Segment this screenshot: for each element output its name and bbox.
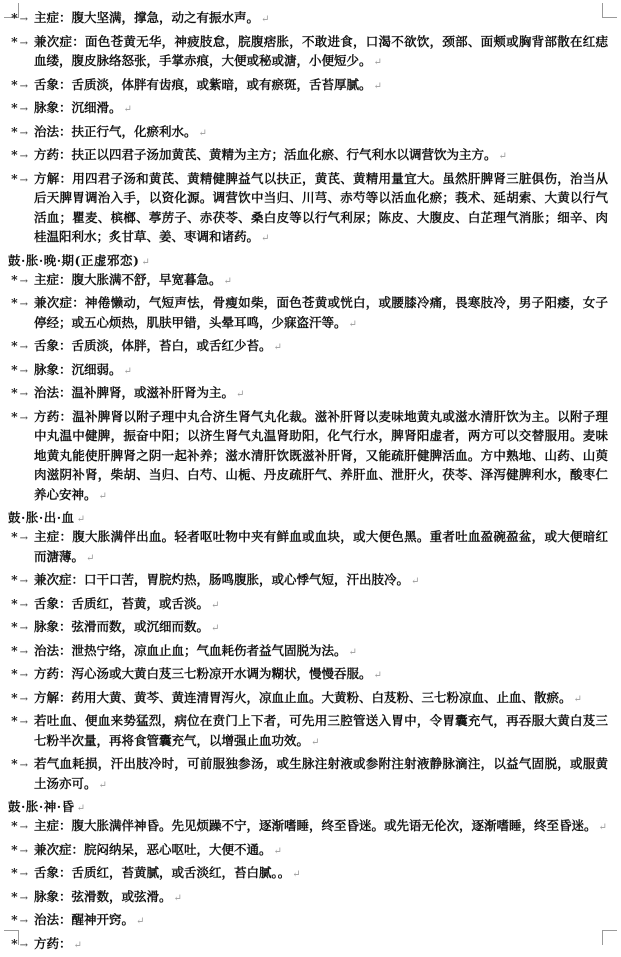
paragraph-mark-icon: ↵ bbox=[236, 389, 245, 400]
list-item bbox=[8, 336, 608, 358]
list-item bbox=[8, 75, 608, 97]
list-item bbox=[8, 594, 608, 616]
list-item bbox=[8, 887, 608, 909]
list-item-content: 舌象：舌质淡，体胖，苔白，或舌红少苔。 bbox=[34, 338, 272, 353]
paragraph-mark-icon: ↵ bbox=[211, 623, 220, 634]
tab-arrow-icon: → bbox=[19, 760, 28, 771]
tab-arrow-icon: → bbox=[19, 693, 28, 705]
list-item bbox=[8, 169, 608, 249]
list-item-text bbox=[34, 145, 608, 167]
bullet-star-icon: * bbox=[11, 572, 18, 587]
list-item-text bbox=[34, 816, 608, 838]
list-item-text bbox=[34, 711, 608, 752]
list-item bbox=[8, 8, 608, 30]
bullet-marker bbox=[8, 270, 34, 292]
bullet-marker bbox=[8, 664, 34, 686]
list-item-text bbox=[34, 270, 608, 292]
bullet-star-icon: * bbox=[11, 619, 18, 634]
paragraph-mark-icon: ↵ bbox=[311, 736, 320, 748]
list-item-text bbox=[34, 664, 608, 686]
paragraph-mark-icon: ↵ bbox=[273, 845, 282, 857]
list-item-content: 方药： bbox=[34, 935, 72, 951]
paragraph-mark-icon: ↵ bbox=[173, 892, 182, 904]
list-item bbox=[8, 754, 608, 795]
bullet-marker bbox=[8, 32, 34, 73]
tab-arrow-icon: → bbox=[19, 670, 28, 681]
list-item-text bbox=[34, 360, 608, 382]
list-item bbox=[8, 816, 608, 838]
list-item bbox=[8, 617, 608, 639]
paragraph-mark-icon: ↵ bbox=[373, 57, 382, 68]
list-item-text bbox=[34, 570, 608, 592]
list-item bbox=[8, 407, 608, 507]
bullet-star-icon: * bbox=[11, 170, 18, 186]
paragraph-mark-icon: ↵ bbox=[411, 576, 420, 587]
bullet-marker bbox=[8, 383, 34, 405]
bullet-marker bbox=[8, 570, 34, 592]
tab-arrow-icon: → bbox=[19, 845, 28, 857]
list-item bbox=[8, 293, 608, 334]
list-item bbox=[8, 527, 608, 568]
tab-arrow-icon: → bbox=[19, 275, 28, 287]
bullet-marker bbox=[8, 75, 34, 97]
tab-arrow-icon: → bbox=[19, 37, 28, 49]
paragraph-mark-icon: ↵ bbox=[198, 127, 207, 139]
tab-arrow-icon: → bbox=[19, 299, 28, 310]
bullet-marker bbox=[8, 688, 34, 710]
paragraph-mark-icon: ↵ bbox=[261, 14, 270, 25]
paragraph-mark-icon: ↵ bbox=[73, 939, 82, 951]
section-heading-text: 鼓·胀·出·血 bbox=[8, 510, 75, 525]
bullet-star-icon: * bbox=[11, 295, 18, 310]
bullet-marker bbox=[8, 360, 34, 382]
bullet-star-icon: * bbox=[11, 529, 18, 544]
bullet-star-icon: * bbox=[11, 642, 18, 658]
list-item-text bbox=[34, 407, 608, 507]
paragraph-mark-icon: ↵ bbox=[598, 822, 607, 833]
list-item bbox=[8, 98, 608, 120]
list-item-text bbox=[34, 527, 608, 568]
paragraph-mark-icon: ↵ bbox=[273, 342, 282, 353]
tab-arrow-icon: → bbox=[19, 916, 28, 927]
section-heading-text: 鼓·胀·晚·期(正虚邪恋) bbox=[8, 252, 140, 268]
bullet-star-icon: * bbox=[11, 123, 18, 139]
list-item-content: 方解：药用大黄、黄芩、黄连清胃泻火，凉血止血。大黄粉、白芨粉、三七粉凉血、止血、散瘀。 bbox=[34, 689, 572, 705]
list-item-text bbox=[34, 594, 608, 616]
bullet-star-icon: * bbox=[11, 338, 18, 353]
list-item-content: 方解：用四君子汤和黄芪、黄精健脾益气以扶正，黄芪、黄精用量宜大。虽然肝脾肾三脏俱伤，治当从后天脾胃调治入手，以资化源。调营饮中当归、川芎、赤芍等以活血化瘀；莪术、延胡索、大黄以行气活血；瞿麦、槟榔、葶苈子、赤茯苓、桑白皮等以行气利尿；陈皮、大腹皮、白芷理气消胀；细辛、肉桂温阳利水；炙甘草、姜、枣调和诸药。 bbox=[34, 170, 608, 244]
bullet-marker bbox=[8, 711, 34, 752]
list-item-content: 脉象：弦滑数，或弦滑。 bbox=[34, 888, 172, 904]
list-item-text bbox=[34, 383, 608, 405]
list-item-content: 兼次症：面色苍黄无华，神疲肢怠，脘腹痞胀，不敢进食，口渴不欲饮，颈部、面颊或胸背部散在红痣血缕，腹皮脉络怒张，手掌赤痕，大便或秘或溏，小便短少。 bbox=[34, 33, 608, 68]
bullet-marker bbox=[8, 910, 34, 932]
bullet-star-icon: * bbox=[11, 361, 18, 377]
bullet-marker bbox=[8, 122, 34, 144]
tab-arrow-icon: → bbox=[19, 412, 28, 424]
tab-arrow-icon: → bbox=[19, 14, 28, 25]
list-item bbox=[8, 711, 608, 752]
list-item-content: 脉象：弦滑而数，或沉细而数。 bbox=[34, 619, 210, 634]
list-item-content: 兼次症：神倦懒动，气短声怯，骨瘦如柴，面色苍黄或恍白，或腰膝冷痛，畏寒肢冷，男子阳痿，女子停经；或五心烦热，肌肤甲错，头晕耳鸣，少寐盗汗等。 bbox=[34, 295, 608, 330]
paragraph-mark-icon: ↵ bbox=[136, 916, 145, 927]
list-item-content: 舌象：舌质红，苔黄，或舌淡。 bbox=[34, 595, 210, 611]
tab-arrow-icon: → bbox=[19, 342, 28, 353]
bullet-marker bbox=[8, 863, 34, 885]
paragraph-mark-icon: ↵ bbox=[98, 490, 107, 502]
tab-arrow-icon: → bbox=[19, 151, 28, 162]
document-body bbox=[8, 8, 608, 957]
bullet-marker bbox=[8, 8, 34, 30]
list-item-text bbox=[34, 617, 608, 639]
bullet-marker bbox=[8, 527, 34, 568]
tab-arrow-icon: → bbox=[19, 939, 28, 951]
list-item-content: 方药：温补脾肾以附子理中丸合济生肾气丸化裁。滋补肝肾以麦味地黄丸或滋水清肝饮为主。以附子理中丸温中健脾，振奋中阳；以济生肾气丸温肾助阳，化气行水，脾肾阳虚者，两方可以交替服用。麦味地黄丸能使肝脾肾之阴一起补养；滋水清肝饮既滋补肝肾，又能疏肝健脾活血。方中熟地、山药、山萸肉滋阴补肾，柴胡、当归、白芍、山栀、丹皮疏肝气、养肝血、泄肝火，茯苓、泽泻健脾利水，酸枣仁养心安神。 bbox=[34, 408, 608, 502]
list-item-text bbox=[34, 122, 608, 144]
bullet-star-icon: * bbox=[11, 100, 18, 115]
bullet-star-icon: * bbox=[11, 818, 18, 833]
list-item bbox=[8, 641, 608, 663]
paragraph-mark-icon: ↵ bbox=[573, 693, 582, 705]
bullet-marker bbox=[8, 594, 34, 616]
paragraph-mark-icon: ↵ bbox=[141, 256, 151, 268]
bullet-star-icon: * bbox=[11, 33, 18, 49]
bullet-star-icon: * bbox=[11, 666, 18, 681]
bullet-star-icon: * bbox=[11, 935, 18, 951]
list-item-content: 方药：扶正以四君子汤加黄芪、黄精为主方；活血化瘀、行气利水以调营饮为主方。 bbox=[34, 147, 497, 162]
list-item-text bbox=[34, 98, 608, 120]
list-item-content: 主症：腹大坚满，撑急，动之有振水声。 bbox=[34, 10, 260, 25]
bullet-star-icon: * bbox=[11, 865, 18, 880]
list-item bbox=[8, 145, 608, 167]
list-item bbox=[8, 360, 608, 382]
paragraph-mark-icon: ↵ bbox=[76, 514, 86, 525]
paragraph-mark-icon: ↵ bbox=[261, 233, 270, 244]
bullet-star-icon: * bbox=[11, 385, 18, 400]
bullet-star-icon: * bbox=[11, 912, 18, 927]
paragraph-mark-icon: ↵ bbox=[76, 803, 86, 814]
paragraph-mark-icon: ↵ bbox=[373, 80, 382, 92]
list-item bbox=[8, 910, 608, 932]
paragraph-mark-icon: ↵ bbox=[86, 552, 95, 564]
paragraph-mark-icon: ↵ bbox=[373, 670, 382, 681]
list-item-content: 主症：腹大胀满不舒，早宽暮急。 bbox=[34, 271, 222, 287]
list-item-text bbox=[34, 934, 608, 956]
bullet-marker bbox=[8, 98, 34, 120]
list-item-content: 治法：扶正行气，化瘀利水。 bbox=[34, 123, 197, 139]
list-item bbox=[8, 32, 608, 73]
tab-arrow-icon: → bbox=[19, 174, 28, 186]
list-item bbox=[8, 570, 608, 592]
bullet-star-icon: * bbox=[11, 147, 18, 162]
bullet-marker bbox=[8, 617, 34, 639]
tab-arrow-icon: → bbox=[19, 127, 28, 139]
bullet-marker bbox=[8, 293, 34, 334]
list-item-content: 治法：醒神开窍。 bbox=[34, 912, 135, 927]
tab-arrow-icon: → bbox=[19, 646, 28, 658]
list-item-text bbox=[34, 840, 608, 862]
bullet-marker bbox=[8, 145, 34, 167]
bullet-star-icon: * bbox=[11, 76, 18, 92]
tab-arrow-icon: → bbox=[19, 869, 28, 880]
section-heading-text: 鼓·胀·神·昏 bbox=[8, 799, 75, 814]
list-item-content: 兼次症：脘闷纳呆，恶心呕吐，大便不通。 bbox=[34, 841, 272, 857]
tab-arrow-icon: → bbox=[19, 104, 28, 115]
bullet-marker bbox=[8, 840, 34, 862]
tab-arrow-icon: → bbox=[19, 80, 28, 92]
tab-arrow-icon: → bbox=[19, 365, 28, 377]
bullet-marker bbox=[8, 407, 34, 507]
tab-arrow-icon: → bbox=[19, 389, 28, 400]
bullet-star-icon: * bbox=[11, 10, 18, 25]
list-item-content: 舌象：舌质红，苔黄腻，或舌淡红，苔白腻。。 bbox=[34, 865, 291, 880]
paragraph-mark-icon: ↵ bbox=[498, 151, 507, 162]
list-item-content: 主症：腹大胀满伴神昏。先见烦躁不宁，逐渐嗜睡，终至昏迷。或先语无伦次，逐渐嗜睡，终至昏迷。 bbox=[34, 818, 597, 833]
bullet-star-icon: * bbox=[11, 713, 18, 728]
paragraph-mark-icon: ↵ bbox=[123, 365, 132, 377]
list-item bbox=[8, 688, 608, 710]
section-heading bbox=[8, 251, 608, 270]
paragraph-mark-icon: ↵ bbox=[348, 646, 357, 658]
list-item-text bbox=[34, 336, 608, 358]
tab-arrow-icon: → bbox=[19, 599, 28, 611]
list-item-text bbox=[34, 293, 608, 334]
bullet-star-icon: * bbox=[11, 888, 18, 904]
list-item bbox=[8, 863, 608, 885]
list-item-content: 兼次症：口干口苦，胃脘灼热，肠鸣腹胀，或心悸气短，汗出肢冷。 bbox=[34, 572, 410, 587]
bullet-marker bbox=[8, 336, 34, 358]
bullet-marker bbox=[8, 934, 34, 956]
list-item-text bbox=[34, 863, 608, 885]
tab-arrow-icon: → bbox=[19, 623, 28, 634]
list-item-content: 舌象：舌质淡，体胖有齿痕，或紫暗，或有瘀斑，舌苔厚腻。 bbox=[34, 76, 372, 92]
paragraph-mark-icon: ↵ bbox=[211, 599, 220, 611]
paragraph-mark-icon: ↵ bbox=[292, 869, 301, 880]
list-item bbox=[8, 122, 608, 144]
list-item bbox=[8, 664, 608, 686]
bullet-star-icon: * bbox=[11, 756, 18, 771]
paragraph-mark-icon: ↵ bbox=[348, 318, 357, 330]
list-item bbox=[8, 840, 608, 862]
paragraph-mark-icon: ↵ bbox=[223, 275, 232, 287]
tab-arrow-icon: → bbox=[19, 576, 28, 587]
list-item-content: 若吐血、便血来势猛烈，病位在贲门上下者，可先用三腔管送入胃中，令胃囊充气，再吞服大黄白芨三七粉半次量，再将食管囊充气，以增强止血功效。 bbox=[34, 713, 608, 748]
list-item-content: 方药：泻心汤或大黄白芨三七粉凉开水调为糊状，慢慢吞服。 bbox=[34, 666, 372, 681]
list-item bbox=[8, 383, 608, 405]
list-item-text bbox=[34, 887, 608, 909]
tab-arrow-icon: → bbox=[19, 717, 28, 728]
list-item-content: 治法：泄热宁络，凉血止血；气血耗伤者益气固脱为法。 bbox=[34, 642, 347, 658]
paragraph-mark-icon: ↵ bbox=[123, 104, 132, 115]
bullet-marker bbox=[8, 816, 34, 838]
list-item-content: 主症：腹大胀满伴出血。轻者呕吐物中夹有鲜血或血块，或大便色黑。重者吐血盈碗盈盆，或大便暗红而溏薄。 bbox=[34, 529, 608, 564]
bullet-marker bbox=[8, 169, 34, 249]
list-item-text bbox=[34, 754, 608, 795]
list-item-content: 脉象：沉细弱。 bbox=[34, 361, 122, 377]
bullet-star-icon: * bbox=[11, 841, 18, 857]
tab-arrow-icon: → bbox=[19, 892, 28, 904]
list-item-content: 若气血耗损，汗出肢冷时，可前服独参汤，或生脉注射液或参附注射液静脉滴注，以益气固脱，或服黄土汤亦可。 bbox=[34, 756, 608, 791]
section-heading bbox=[8, 797, 608, 816]
bullet-star-icon: * bbox=[11, 408, 18, 424]
list-item-text bbox=[34, 641, 608, 663]
bullet-star-icon: * bbox=[11, 271, 18, 287]
list-item-text bbox=[34, 688, 608, 710]
section-heading bbox=[8, 508, 608, 527]
bullet-marker bbox=[8, 887, 34, 909]
list-item-text bbox=[34, 32, 608, 73]
bullet-marker bbox=[8, 641, 34, 663]
list-item-content: 治法：温补脾肾，或滋补肝肾为主。 bbox=[34, 385, 235, 400]
tab-arrow-icon: → bbox=[19, 822, 28, 833]
list-item-content: 脉象：沉细滑。 bbox=[34, 100, 122, 115]
bullet-star-icon: * bbox=[11, 689, 18, 705]
tab-arrow-icon: → bbox=[19, 533, 28, 544]
list-item bbox=[8, 270, 608, 292]
bullet-star-icon: * bbox=[11, 595, 18, 611]
list-item-text bbox=[34, 8, 608, 30]
bullet-marker bbox=[8, 754, 34, 795]
paragraph-mark-icon: ↵ bbox=[98, 779, 107, 791]
list-item-text bbox=[34, 75, 608, 97]
list-item-text bbox=[34, 169, 608, 249]
list-item bbox=[8, 934, 608, 956]
list-item-text bbox=[34, 910, 608, 932]
